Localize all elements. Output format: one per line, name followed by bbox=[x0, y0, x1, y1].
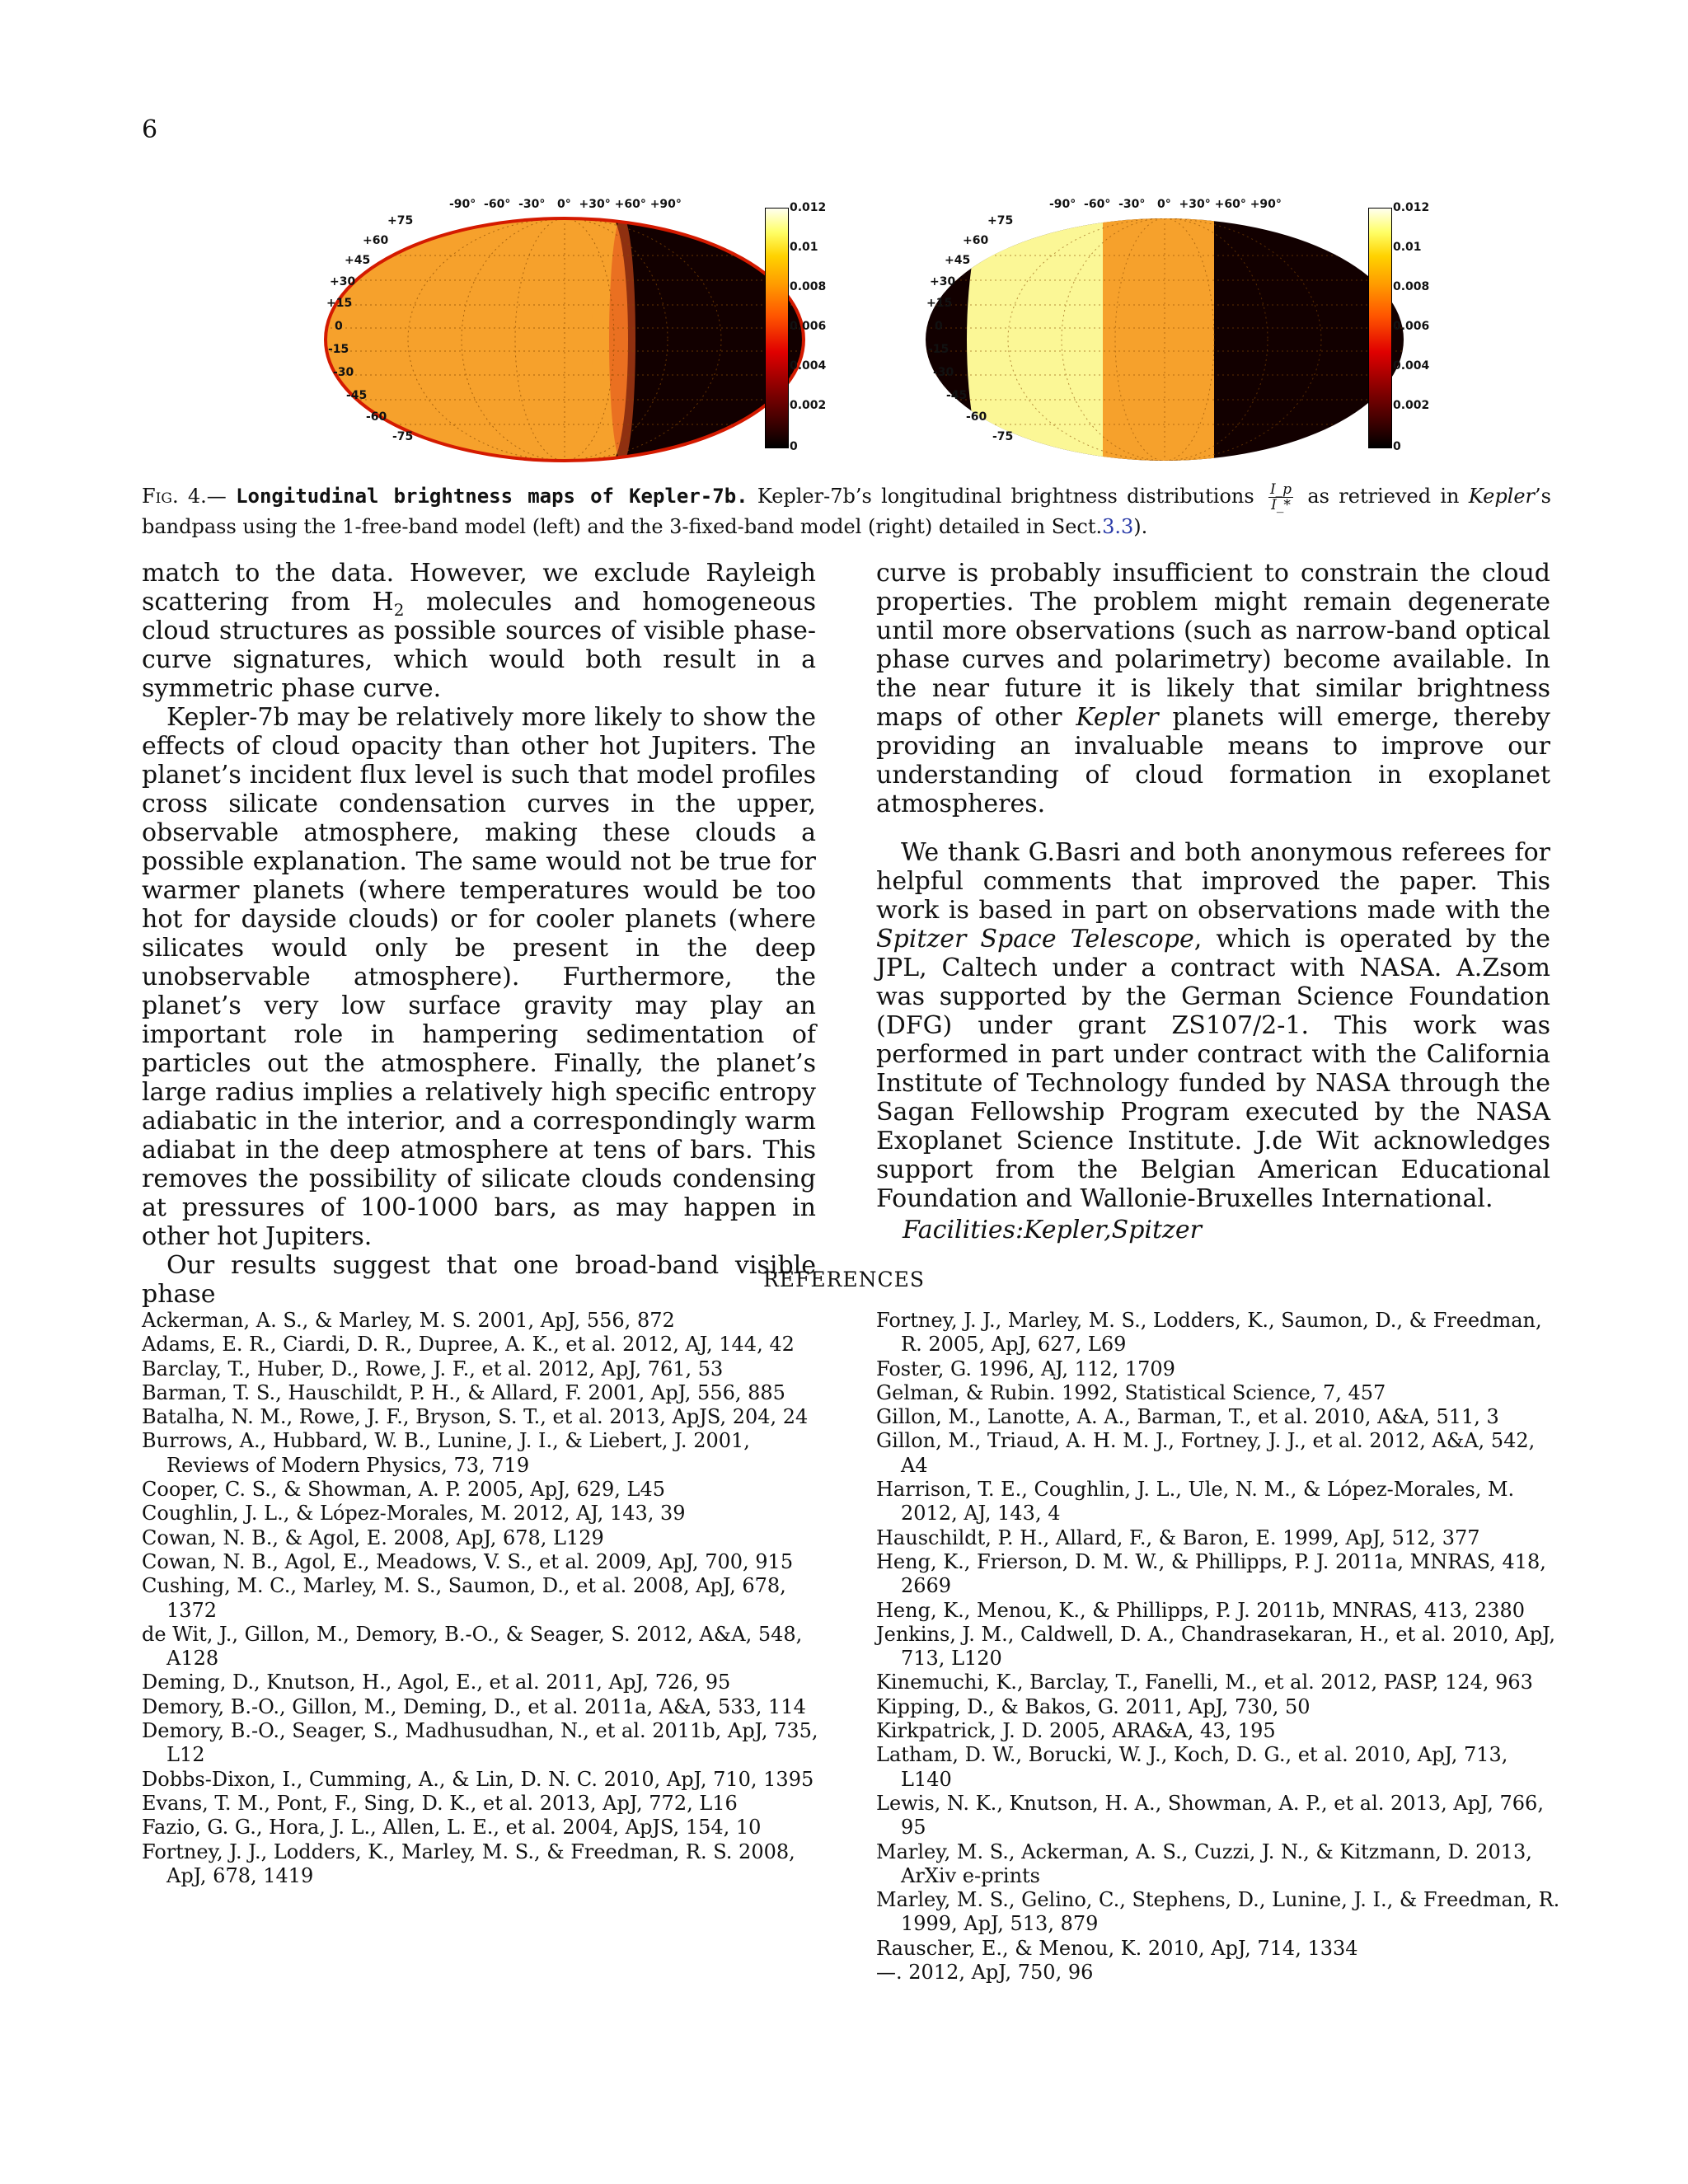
reference-item: Cushing, M. C., Marley, M. S., Saumon, D., et al. 2008, ApJ, 678, 1372 bbox=[142, 1574, 786, 1622]
caption-kepler: Kepler bbox=[1468, 485, 1536, 508]
reference-item: Fortney, J. J., Lodders, K., Marley, M. S., & Freedman, R. S. 2008, ApJ, 678, 1419 bbox=[142, 1840, 795, 1887]
colorbar-tick: 0.002 bbox=[790, 399, 827, 412]
reference-item: Hauschildt, P. H., Allard, F., & Baron, E. 1999, ApJ, 512, 377 bbox=[876, 1526, 1480, 1549]
reference-item: Barclay, T., Huber, D., Rowe, J. F., et al. 2012, ApJ, 761, 53 bbox=[142, 1357, 724, 1380]
kepler-italic: Kepler bbox=[1076, 703, 1159, 732]
body-right-column bbox=[876, 559, 1550, 818]
reference-item: Foster, G. 1996, AJ, 112, 1709 bbox=[876, 1357, 1175, 1380]
colorbar-tick: 0.008 bbox=[1393, 280, 1430, 293]
references-heading: REFERENCES bbox=[762, 1268, 926, 1291]
lat-label: 0 bbox=[335, 320, 343, 333]
lat-label: 0 bbox=[935, 320, 943, 333]
lat-label: +30 bbox=[330, 275, 356, 288]
reference-item: Latham, D. W., Borucki, W. J., Koch, D. G., et al. 2010, ApJ, 713, L140 bbox=[876, 1743, 1508, 1791]
body-left-column bbox=[142, 559, 816, 1309]
lon-label: -90° bbox=[449, 198, 476, 211]
lon-labels-right bbox=[1049, 198, 1282, 213]
lat-label: -60 bbox=[966, 410, 987, 424]
reference-item: Rauscher, E., & Menou, K. 2010, ApJ, 714, 1334 bbox=[876, 1936, 1358, 1960]
lat-label: -15 bbox=[928, 343, 950, 356]
acknowledgments bbox=[876, 838, 1550, 1213]
lat-label: -45 bbox=[946, 389, 968, 402]
lon-label: -60° bbox=[484, 198, 511, 211]
colorbar-tick: 0.006 bbox=[1393, 320, 1430, 333]
lat-label: +75 bbox=[987, 214, 1014, 227]
lat-label: +60 bbox=[363, 234, 389, 247]
reference-item: Marley, M. S., Ackerman, A. S., Cuzzi, J. N., & Kitzmann, D. 2013, ArXiv e-prints bbox=[876, 1840, 1532, 1887]
reference-item: —. 2012, ApJ, 750, 96 bbox=[876, 1961, 1094, 1985]
lon-label: +30° bbox=[1179, 198, 1211, 211]
lon-label: +60° bbox=[1214, 198, 1246, 211]
colorbar-tick: 0.002 bbox=[1393, 399, 1430, 412]
lon-label: +60° bbox=[614, 198, 646, 211]
lat-label: +45 bbox=[345, 254, 371, 267]
lat-label: -60 bbox=[366, 410, 387, 424]
reference-item: Gelman, & Rubin. 1992, Statistical Science, 7, 457 bbox=[876, 1380, 1386, 1404]
references-left bbox=[142, 1309, 826, 1888]
lon-label: 0° bbox=[1157, 198, 1171, 211]
reference-item: Jenkins, J. M., Caldwell, D. A., Chandrasekaran, H., et al. 2010, ApJ, 713, L120 bbox=[876, 1622, 1555, 1671]
lon-label: -30° bbox=[518, 198, 546, 211]
reference-item: Ackerman, A. S., & Marley, M. S. 2001, ApJ, 556, 872 bbox=[142, 1309, 675, 1332]
reference-item: Cowan, N. B., Agol, E., Meadows, V. S., et al. 2009, ApJ, 700, 915 bbox=[142, 1549, 794, 1573]
text: molecules and homogeneous cloud structures as possible sources of visible phase-curve signatures, which would both result in a symmetric phase curve. bbox=[142, 588, 816, 703]
caption-text: ). bbox=[1133, 515, 1148, 538]
orange-band bbox=[1103, 198, 1214, 470]
pale-band-edge bbox=[967, 216, 1016, 463]
intensity-ratio-fraction bbox=[1268, 482, 1293, 513]
reference-item: Marley, M. S., Gelino, C., Stephens, D., Lunine, J. I., & Freedman, R. 1999, ApJ, 513, 879 bbox=[876, 1888, 1560, 1936]
reference-item: Gillon, M., Triaud, A. H. M. J., Fortney, J. J., et al. 2012, A&A, 542, A4 bbox=[876, 1429, 1536, 1477]
text: planets will emerge, thereby providing an invaluable means to improve our understanding of cloud formation in exoplanet atmospheres. bbox=[876, 703, 1550, 818]
lat-label: +45 bbox=[945, 254, 971, 267]
colorbar-gradient bbox=[1368, 208, 1392, 448]
reference-item: Kipping, D., & Bakos, G. 2011, ApJ, 730, 50 bbox=[876, 1694, 1311, 1718]
paragraph: Our results suggest that one broad-band visible phase bbox=[142, 1251, 816, 1309]
reference-item: Deming, D., Knutson, H., Agol, E., et al. 2011, ApJ, 726, 95 bbox=[142, 1671, 731, 1694]
reference-item: Demory, B.-O., Gillon, M., Deming, D., et al. 2011a, A&A, 533, 114 bbox=[142, 1694, 806, 1718]
colorbar-tick: 0 bbox=[1393, 440, 1401, 453]
text: We thank G.Basri and both anonymous referees for helpful comments that improved the paper. This work is based in part on observations made with the bbox=[876, 838, 1550, 925]
lat-label: +15 bbox=[326, 297, 353, 310]
reference-item: Adams, E. R., Ciardi, D. R., Dupree, A. K., et al. 2012, AJ, 144, 42 bbox=[142, 1333, 795, 1357]
caption-text: as retrieved in bbox=[1307, 485, 1460, 508]
lon-label: +90° bbox=[1250, 198, 1282, 211]
caption-text: Kepler-7b’s longitudinal brightness distributions bbox=[757, 485, 1254, 508]
reference-item: Barman, T. S., Hauschildt, P. H., & Allard, F. 2001, ApJ, 556, 885 bbox=[142, 1380, 785, 1404]
colorbar-tick: 0 bbox=[790, 440, 798, 453]
lat-label: -30 bbox=[333, 366, 354, 379]
paragraph bbox=[142, 559, 816, 703]
reference-item: Burrows, A., Hubbard, W. B., Lunine, J. I., & Liebert, J. 2001, Reviews of Modern Physics, 73, 719 bbox=[142, 1429, 750, 1477]
reference-item: Heng, K., Menou, K., & Phillipps, P. J. 2011b, MNRAS, 413, 2380 bbox=[876, 1598, 1526, 1622]
lat-label: +15 bbox=[926, 297, 953, 310]
reference-item: Kinemuchi, K., Barclay, T., Fanelli, M., et al. 2012, PASP, 124, 963 bbox=[876, 1671, 1533, 1694]
brightness-map-right bbox=[897, 198, 1424, 470]
reference-item: Cooper, C. S., & Showman, A. P. 2005, ApJ, 629, L45 bbox=[142, 1478, 666, 1502]
lon-label: 0° bbox=[557, 198, 571, 211]
lat-label: +30 bbox=[930, 275, 956, 288]
reference-item: Fazio, G. G., Hora, J. L., Allen, L. E., et al. 2004, ApJS, 154, 10 bbox=[142, 1816, 762, 1840]
caption-title: Longitudinal brightness maps of Kepler-7b. bbox=[236, 485, 748, 508]
reference-item: Gillon, M., Lanotte, A. A., Barman, T., et al. 2010, A&A, 511, 3 bbox=[876, 1405, 1499, 1429]
colorbar-tick: 0.012 bbox=[1393, 201, 1430, 214]
reference-item: Lewis, N. K., Knutson, H. A., Showman, A. P., et al. 2013, ApJ, 766, 95 bbox=[876, 1791, 1544, 1840]
lon-label: +30° bbox=[579, 198, 611, 211]
colorbar-tick: 0.012 bbox=[790, 201, 827, 214]
colorbar-tick: 0.006 bbox=[790, 320, 827, 333]
brightness-map-left bbox=[297, 198, 827, 470]
reference-item: Kirkpatrick, J. D. 2005, ARA&A, 43, 195 bbox=[876, 1719, 1276, 1743]
reference-item: Demory, B.-O., Seager, S., Madhusudhan, N., et al. 2011b, ApJ, 735, L12 bbox=[142, 1719, 818, 1767]
lat-label: -75 bbox=[992, 430, 1014, 443]
lat-label: -75 bbox=[392, 430, 414, 443]
paragraph bbox=[876, 559, 1550, 818]
reference-item: Coughlin, J. L., & López-Morales, M. 2012, AJ, 143, 39 bbox=[142, 1502, 686, 1526]
reference-item: Evans, T. M., Pont, F., Sing, D. K., et al. 2013, ApJ, 772, L16 bbox=[142, 1791, 738, 1815]
colorbar-tick: 0.01 bbox=[790, 241, 818, 254]
reference-item: Batalha, N. M., Rowe, J. F., Bryson, S. T., et al. 2013, ApJS, 204, 24 bbox=[142, 1405, 809, 1429]
colorbar-tick: 0.01 bbox=[1393, 241, 1422, 254]
lat-label: +60 bbox=[963, 234, 989, 247]
reference-item: Harrison, T. E., Coughlin, J. L., Ule, N. M., & López-Morales, M. 2012, AJ, 143, 4 bbox=[876, 1478, 1515, 1526]
lat-label: -45 bbox=[346, 389, 368, 402]
text: match to the data. However, we exclude Rayleigh scattering from H bbox=[142, 559, 816, 616]
figure-caption bbox=[142, 482, 1551, 541]
lon-label: -30° bbox=[1118, 198, 1146, 211]
subscript: 2 bbox=[393, 600, 405, 620]
caption-text: ’s bandpass using the 1-free-band model (left) and the 3-fixed-band model (right) detailed in Sect. bbox=[142, 485, 1551, 538]
frac-numerator: I_p bbox=[1269, 481, 1292, 498]
references-right bbox=[876, 1309, 1560, 1985]
lon-label: -60° bbox=[1084, 198, 1111, 211]
colorbar-tick: 0.004 bbox=[790, 359, 827, 373]
caption-label: Fig. 4.— bbox=[142, 485, 227, 508]
lat-label: +75 bbox=[387, 214, 414, 227]
facilities: Facilities:Kepler,Spitzer bbox=[903, 1216, 1202, 1244]
frac-denominator: I_* bbox=[1271, 497, 1291, 513]
reference-item: Heng, K., Frierson, D. M. W., & Phillipps, P. J. 2011a, MNRAS, 418, 2669 bbox=[876, 1549, 1546, 1598]
reference-item: Dobbs-Dixon, I., Cumming, A., & Lin, D. N. C. 2010, ApJ, 710, 1395 bbox=[142, 1767, 814, 1791]
terminator-glow bbox=[609, 216, 635, 463]
lon-label: +90° bbox=[649, 198, 682, 211]
page-number: 6 bbox=[142, 115, 158, 144]
paragraph: Kepler-7b may be relatively more likely to show the effects of cloud opacity than other hot Jupiters. The planet’s incident flux level is such that model profiles cross silicate condensation curves in the upper, observable atmosphere, making these clouds a possible explanation. The same would not be true for warmer planets (where temperatures would be too hot for dayside clouds) or for cooler planets (where silicates would only be present in the deep unobservable atmosphere). Furthermore, the planet’s very low surface gravity may play an important role in hampering sedimentation of particles out the atmosphere. Finally, the planet’s large radius implies a relatively high specific entropy adiabatic in the interior, and a correspondingly warm adiabat in the deep atmosphere at tens of bars. This removes the possibility of silicate clouds condensing at pressures of 100-1000 bars, as may happen in other hot Jupiters. bbox=[142, 703, 816, 1251]
reference-item: Cowan, N. B., & Agol, E. 2008, ApJ, 678, L129 bbox=[142, 1526, 604, 1549]
lat-label: -30 bbox=[933, 366, 954, 379]
colorbar-tick: 0.008 bbox=[790, 280, 827, 293]
section-link[interactable]: 3.3 bbox=[1102, 515, 1134, 538]
reference-item: de Wit, J., Gillon, M., Demory, B.-O., & Seager, S. 2012, A&A, 548, A128 bbox=[142, 1622, 803, 1671]
colorbar-tick: 0.004 bbox=[1393, 359, 1430, 373]
lon-labels-left bbox=[449, 198, 682, 213]
paragraph bbox=[876, 838, 1550, 1213]
colorbar-gradient bbox=[765, 208, 789, 448]
text: curve is probably insufficient to constrain the cloud properties. The problem might remain degenerate until more observations (such as narrow-band optical phase curves and polarimetry) become available. In the near future it is likely that similar brightness maps of other bbox=[876, 559, 1550, 732]
lon-label: -90° bbox=[1049, 198, 1076, 211]
text: , which is operated by the JPL, Caltech under a contract with NASA. A.Zsom was supported by the German Science Foundation (DFG) under grant ZS107/2-1. This work was performed in part under contract with the California Institute of Technology funded by NASA through the Sagan Fellowship Program executed by the NASA Exoplanet Science Institute. J.de Wit acknowledges support from the Belgian American Educational Foundation and Wallonie-Bruxelles International. bbox=[876, 925, 1551, 1213]
reference-item: Fortney, J. J., Marley, M. S., Lodders, K., Saumon, D., & Freedman, R. 2005, ApJ, 627, L69 bbox=[876, 1309, 1542, 1357]
spitzer-italic: Spitzer Space Telescope bbox=[876, 925, 1194, 954]
lat-label: -15 bbox=[328, 343, 349, 356]
